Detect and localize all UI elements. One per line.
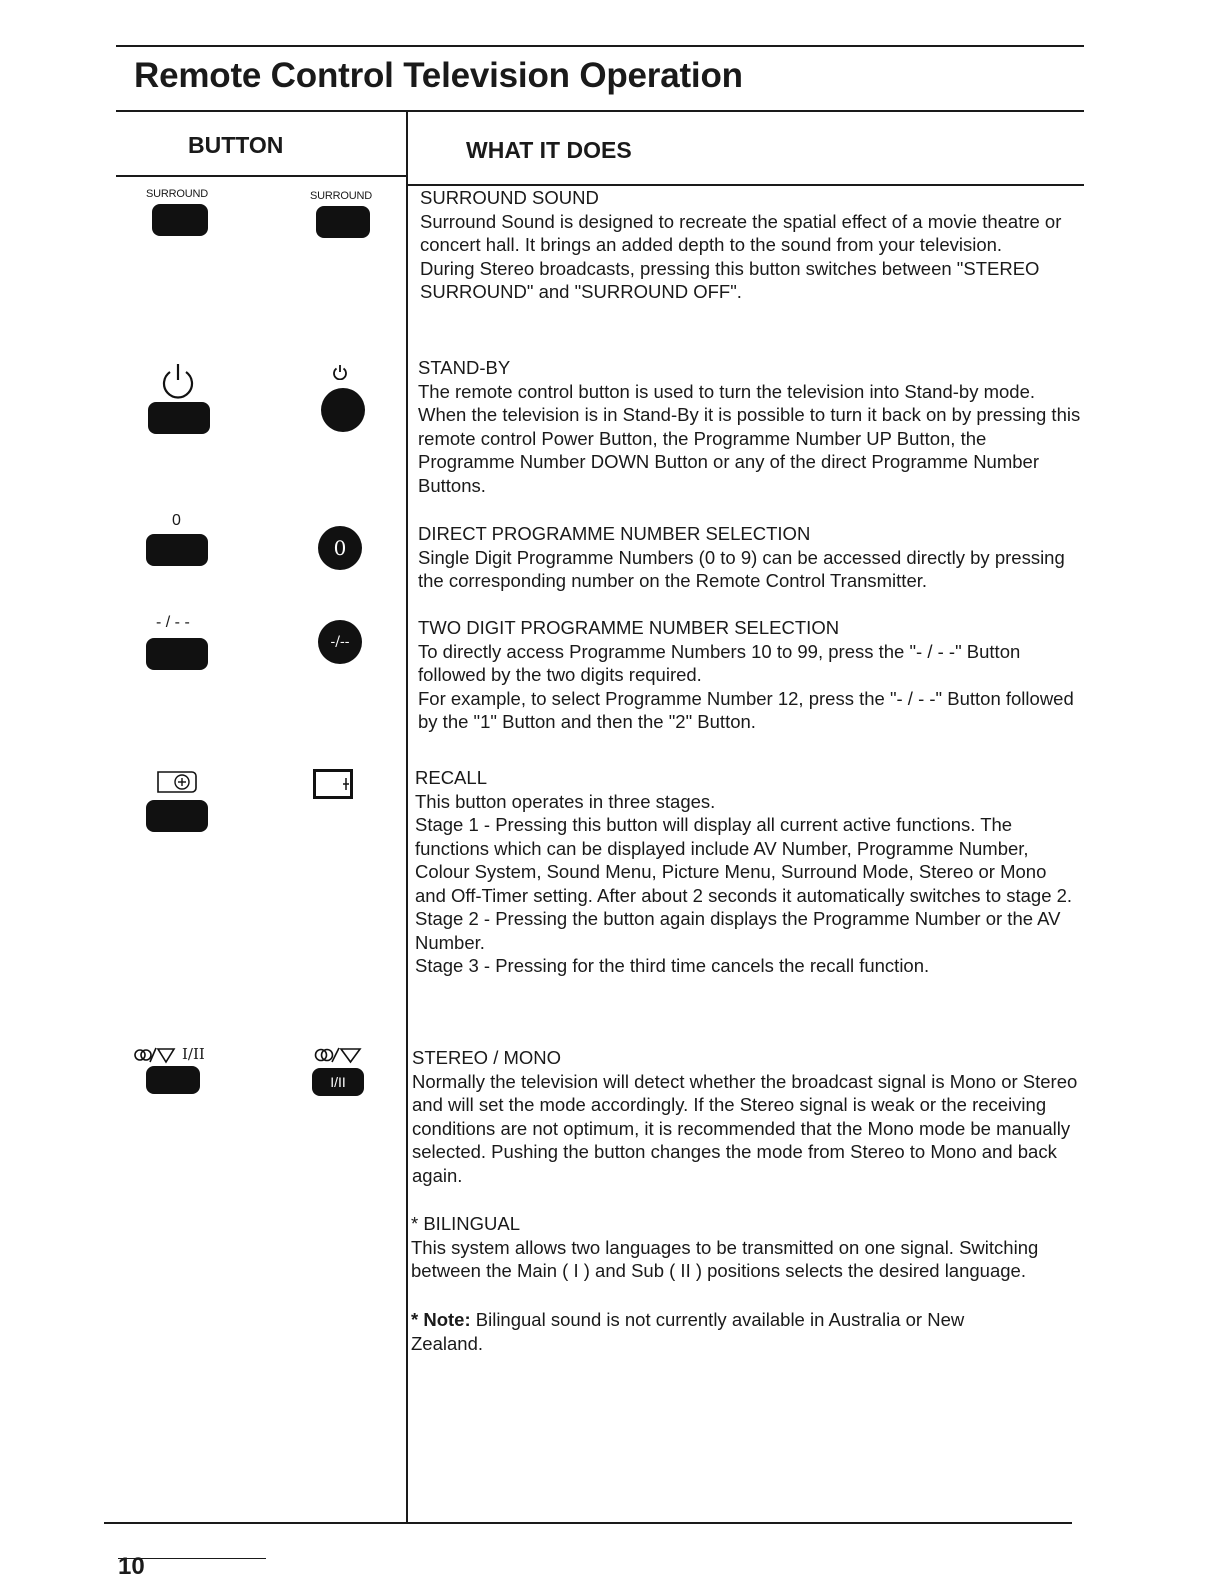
title-underline xyxy=(116,110,1084,112)
surround-button-right[interactable] xyxy=(316,206,370,238)
digit-zero-label: 0 xyxy=(172,512,181,529)
recall-icon xyxy=(152,770,198,794)
column-divider xyxy=(406,112,408,1524)
bilingual-heading: * BILINGUAL xyxy=(411,1213,520,1234)
recall-text-4: Stage 3 - Pressing for the third time cancels the recall function. xyxy=(415,955,930,976)
two-digit-text-1: To directly access Programme Numbers 10 to 99, press the "- / - -" Button followed by the two digits required. xyxy=(418,640,1021,685)
surround-text-2: During Stereo broadcasts, pressing this button switches between "STEREO SURROUND" and "SURROUND OFF". xyxy=(420,257,1040,302)
two-digit-button-right[interactable]: -/-- xyxy=(318,620,362,664)
stereo-mono-text-1: Normally the television will detect whether the broadcast signal is Mono or Stereo and will set the mode accordingly. If the Stereo signal is weak or the receiving conditions are not optimum, it is recommended that the Mono mode be manually selected. Pushing the button changes the mode from Stereo to Mono and back again. xyxy=(412,1070,1078,1186)
direct-text-1: Single Digit Programme Numbers (0 to 9) can be accessed directly by pressing the corresponding number on the Remote Control Transmitter. xyxy=(418,546,1065,591)
direct-heading: DIRECT PROGRAMME NUMBER SELECTION xyxy=(418,523,811,544)
recall-text-3: Stage 2 - Pressing the button again displays the Programme Number or the AV Number. xyxy=(415,908,1061,953)
two-digit-text-2: For example, to select Programme Number 12, press the "- / - -" Button followed by the "1" Button and then the "2" Button. xyxy=(418,687,1074,732)
two-digit-description xyxy=(418,616,1084,734)
surround-label-right: SURROUND xyxy=(310,190,372,202)
surround-button-left[interactable] xyxy=(152,204,208,236)
bilingual-note xyxy=(411,1308,1011,1355)
surround-label-left: SURROUND xyxy=(146,188,208,200)
column-header-button: BUTTON xyxy=(188,132,284,158)
surround-text-1: Surround Sound is designed to recreate the spatial effect of a movie theatre or concert hall. It brings an added depth to the sound from your television. xyxy=(420,210,1062,255)
page-number: 10 xyxy=(118,1553,145,1580)
bilingual-description xyxy=(411,1212,1077,1283)
bottom-rule xyxy=(104,1522,1072,1524)
standby-button-right[interactable] xyxy=(321,388,365,432)
standby-description xyxy=(418,356,1084,497)
two-digit-button-left[interactable] xyxy=(146,638,208,670)
bilingual-text: This system allows two languages to be transmitted on one signal. Switching between the Main ( I ) and Sub ( II ) positions selects the desired language. xyxy=(411,1236,1039,1281)
stereo-mono-button-left[interactable] xyxy=(146,1066,200,1094)
column-header-what-it-does: WHAT IT DOES xyxy=(466,137,632,163)
stereo-mono-heading: STEREO / MONO xyxy=(412,1047,562,1068)
surround-description xyxy=(420,186,1086,304)
recall-description xyxy=(415,766,1081,978)
two-digit-label: - / - - xyxy=(156,614,190,631)
recall-text-2: Stage 1 - Pressing this button will display all current active functions. The functions which can be displayed include AV Number, Programme Number, Colour System, Sound Menu, Picture Menu, Surround Mode, Stereo or Mono and Off-Timer setting. After about 2 seconds it automatically switches to stage 2. xyxy=(415,814,1073,906)
power-icon-small xyxy=(332,364,348,380)
direct-description xyxy=(418,522,1084,593)
header-underline-left xyxy=(116,175,408,177)
two-digit-heading: TWO DIGIT PROGRAMME NUMBER SELECTION xyxy=(418,617,840,638)
note-label: * Note: xyxy=(411,1309,471,1330)
recall-heading: RECALL xyxy=(415,767,487,788)
surround-heading: SURROUND SOUND xyxy=(420,187,599,208)
stereo-mono-icon-left xyxy=(134,1046,176,1064)
standby-heading: STAND-BY xyxy=(418,357,511,378)
digit-zero-button-left[interactable] xyxy=(146,534,208,566)
standby-text-1: The remote control button is used to turn the television into Stand-by mode. When the television is in Stand-By it is possible to turn it back on by pressing this remote control Power Button, the Programme Number UP Button, the Programme Number DOWN Button or any of the direct Programme Number Buttons. xyxy=(418,380,1081,496)
recall-button-left[interactable] xyxy=(146,800,208,832)
stereo-mono-label-left: I/II xyxy=(182,1045,205,1063)
standby-button-left[interactable] xyxy=(148,402,210,434)
recall-text-1: This button operates in three stages. xyxy=(415,790,716,812)
top-rule xyxy=(116,45,1084,47)
power-icon xyxy=(160,362,196,400)
stereo-mono-button-right[interactable]: I/II xyxy=(312,1068,364,1096)
digit-zero-button-right[interactable]: 0 xyxy=(318,526,362,570)
note-text: Bilingual sound is not currently available in Australia or New Zealand. xyxy=(411,1309,965,1354)
recall-button-right-icon[interactable] xyxy=(312,768,354,800)
stereo-mono-icon-right xyxy=(314,1046,362,1064)
stereo-mono-description xyxy=(412,1046,1078,1187)
page-title: Remote Control Television Operation xyxy=(134,56,743,95)
